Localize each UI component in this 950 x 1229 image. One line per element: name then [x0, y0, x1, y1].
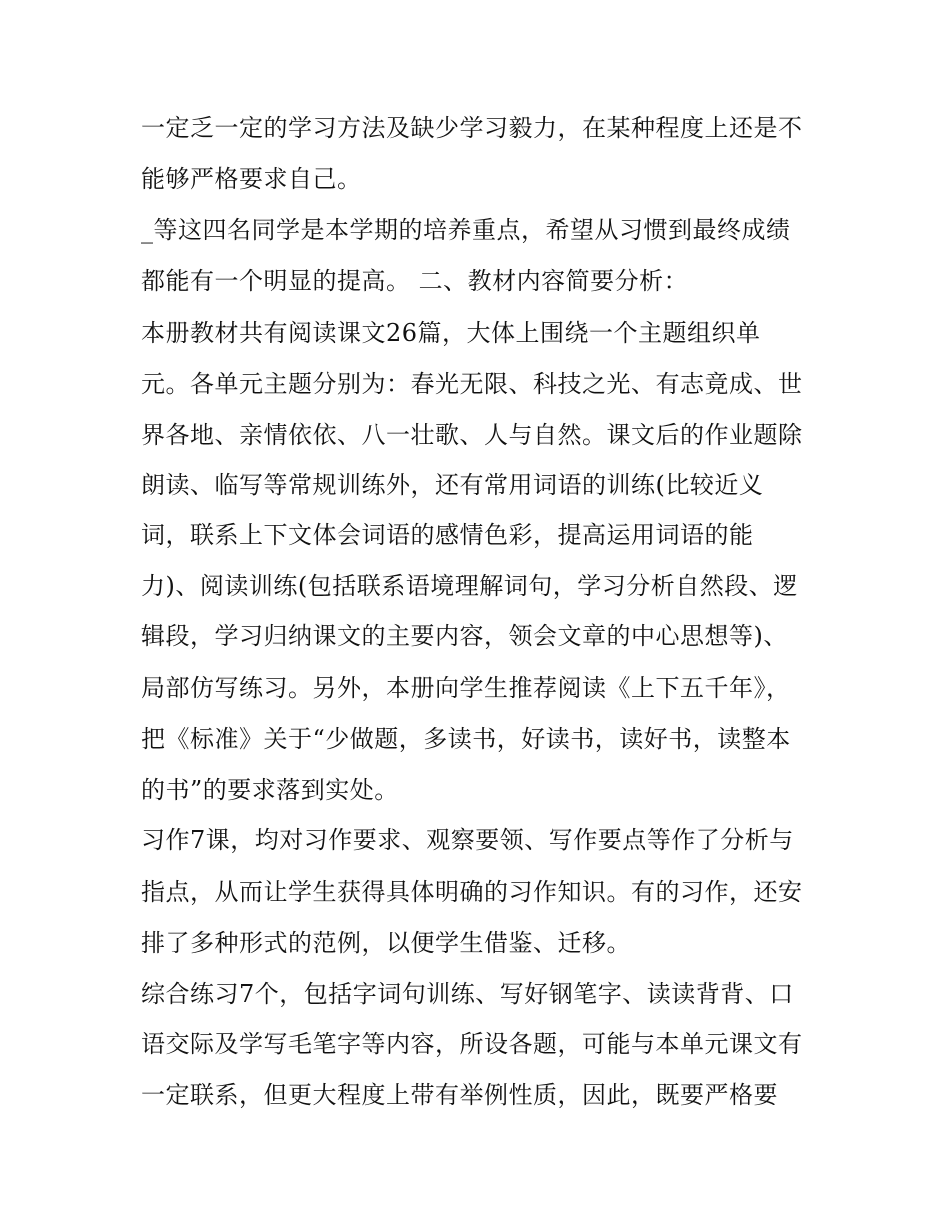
text-line: 把《标准》关于“少做题，多读书，好读书，读好书，读整本	[141, 725, 791, 753]
text-line: 本册教材共有阅读课文26篇，大体上围绕一个主题组织单	[141, 319, 761, 347]
text-line: 局部仿写练习。另外，本册向学生推荐阅读《上下五千年》，	[141, 674, 791, 702]
text-line: 习作7课，均对习作要求、观察要领、写作要点等作了分析与	[141, 826, 794, 854]
text-line: 元。各单元主题分别为：春光无限、科技之光、有志竟成、世	[141, 370, 803, 398]
text-line: 能够严格要求自己。	[141, 165, 362, 193]
text-line: 的书”的要求落到实处。	[141, 776, 399, 804]
text-line: 都能有一个明显的提高。 二、教材内容简要分析：	[141, 267, 689, 295]
text-line: 一定乏一定的学习方法及缺少学习毅力，在某种程度上还是不	[141, 114, 803, 142]
text-line: 排了多种形式的范例，以便学生借鉴、迁移。	[141, 929, 631, 957]
text-line: 辑段，学习归纳课文的主要内容，领会文章的中心思想等)、	[141, 622, 788, 650]
text-line: 朗读、临写等常规训练外，还有常用词语的训练(比较近义	[141, 471, 764, 499]
text-line: 综合练习7个，包括字词句训练、写好钢笔字、读读背背、口	[141, 980, 794, 1008]
text-line: 一定联系，但更大程度上带有举例性质，因此，既要严格要	[141, 1081, 778, 1109]
text-line: _等这四名同学是本学期的培养重点，希望从习惯到最终成绩	[141, 216, 791, 244]
text-line: 界各地、亲情依依、八一壮歌、人与自然。课文后的作业题除	[141, 421, 803, 449]
text-line: 词，联系上下文体会词语的感情色彩，提高运用词语的能	[141, 521, 754, 549]
text-line: 力)、阅读训练(包括联系语境理解词句，学习分析自然段、逻	[141, 572, 798, 600]
text-line: 语交际及学写毛笔字等内容，所设各题，可能与本单元课文有	[141, 1030, 803, 1058]
text-line: 指点，从而让学生获得具体明确的习作知识。有的习作，还安	[141, 878, 803, 906]
